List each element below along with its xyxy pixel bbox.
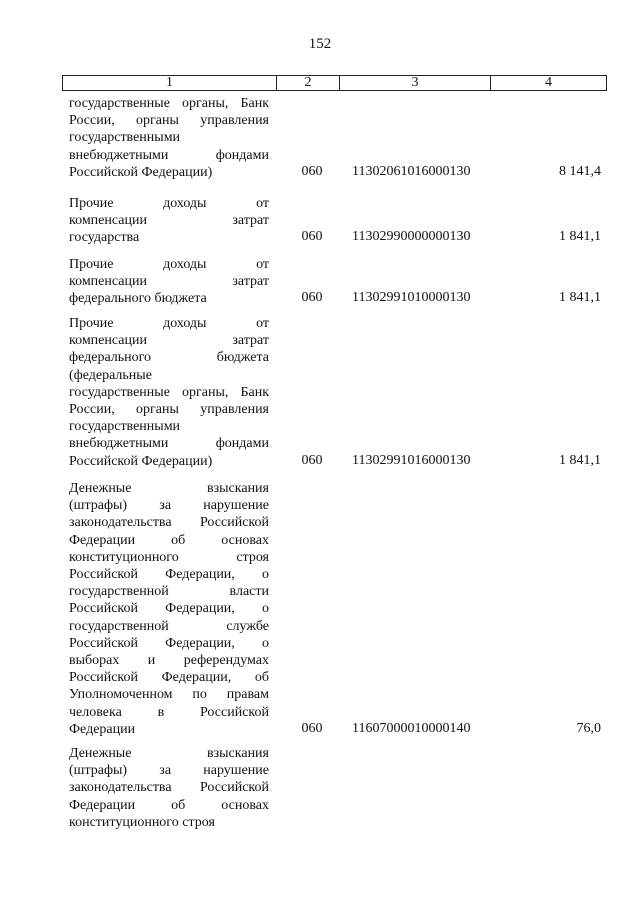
description-line: федерального бюджета [69,291,207,307]
description-line: Федерации об основах [69,797,269,813]
row-budget-code: 11302990000000130 [352,229,471,245]
description-line: компенсации затрат [69,274,269,290]
row-description [69,480,269,738]
description-line: государственными [69,419,181,435]
row-description [69,95,269,181]
row-description [69,315,269,470]
row-amount: 76,0 [576,720,601,736]
description-line: государства [69,230,140,246]
row-description [69,256,269,308]
description-line: Федерации об основах [69,532,269,548]
description-line: России, органы управления [69,113,269,129]
description-line: человека в Российской [69,704,269,720]
row-admin-code: 060 [301,229,323,245]
description-line: (штрафы) за нарушение [69,498,269,514]
row-budget-code: 11302991016000130 [352,452,471,468]
description-line: законодательства Российской [69,780,269,796]
row-description [69,745,269,831]
header-col-2: 2 [277,76,340,91]
description-line: государственной службе [69,618,269,634]
description-line: Российской Федерации, о [69,635,269,651]
row-description [69,195,269,247]
row-budget-code: 11607000010000140 [352,720,471,736]
page-number: 152 [308,36,332,52]
description-line: выборах и референдумах [69,653,269,669]
description-line: конституционного строя [69,549,269,565]
description-line: Российской Федерации) [69,164,213,180]
description-line: конституционного строя [69,814,215,830]
description-line: законодательства Российской [69,515,269,531]
description-line: Российской Федерации, о [69,601,269,617]
row-admin-code: 060 [301,720,323,736]
description-line: федерального бюджета [69,350,269,366]
description-line: Российской Федерации, об [69,670,269,686]
description-line: Прочие доходы от [69,316,269,331]
description-line: Федерации [69,721,136,737]
description-line: государственные органы, Банк [69,96,269,111]
description-line: (штрафы) за нарушение [69,763,269,779]
header-col-3: 3 [340,76,491,91]
row-admin-code: 060 [301,452,323,468]
description-line: внебюджетными фондами [69,147,269,163]
description-line: Российской Федерации, о [69,567,269,583]
row-amount: 1 841,1 [559,290,601,306]
description-line: Денежные взыскания [69,481,269,496]
row-budget-code: 11302061016000130 [352,163,471,179]
description-line: (федеральные [69,367,152,383]
description-line: Российской Федерации) [69,453,213,469]
description-line: Прочие доходы от [69,257,269,272]
description-line: компенсации затрат [69,333,269,349]
row-admin-code: 060 [301,290,323,306]
header-col-1: 1 [63,76,277,91]
table-header [62,75,607,91]
description-line: компенсации затрат [69,213,269,229]
row-amount: 1 841,1 [559,452,601,468]
row-amount: 1 841,1 [559,229,601,245]
description-line: Уполномоченном по правам [69,687,269,703]
description-line: государственные органы, Банк [69,384,269,400]
description-line: Денежные взыскания [69,746,269,761]
description-line: внебюджетными фондами [69,436,269,452]
description-line: Прочие доходы от [69,196,269,211]
description-line: государственной власти [69,584,269,600]
row-budget-code: 11302991010000130 [352,290,471,306]
row-admin-code: 060 [301,163,323,179]
header-col-4: 4 [491,76,607,91]
description-line: государственными [69,130,181,146]
description-line: России, органы управления [69,402,269,418]
row-amount: 8 141,4 [559,163,601,179]
